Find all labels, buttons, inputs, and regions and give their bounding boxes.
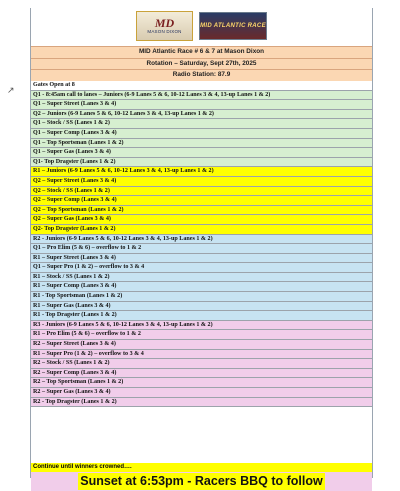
schedule-row: R1 – Super Pro (1 & 2) – overflow to 3 & 4 [31,350,372,360]
schedule-row: R2 – Super Street (Lanes 3 & 4) [31,340,372,350]
event-title: MID Atlantic Race # 6 & 7 at Mason Dixon [31,46,372,58]
schedule-row: R1 – Juniors (6-9 Lanes 5 & 6, 10-12 Lanes 3 & 4, 13-up Lanes 1 & 2) [31,167,372,177]
schedule-row: Gates Open at 8 [31,81,372,91]
logo-left-small: MASON DIXON [147,29,182,34]
logo-left-big: MD [154,16,175,30]
schedule-row: R1 – Stock / SS (Lanes 1 & 2) [31,273,372,283]
schedule-row: Q1 – Super Street (Lanes 3 & 4) [31,100,372,110]
mason-dixon-logo [136,11,193,41]
schedule-row: R2 – Top Sportsman (Lanes 1 & 2) [31,378,372,388]
logo-row [31,8,372,44]
schedule-row: R3 - Juniors (6-9 Lanes 5 & 6, 10-12 Lanes 3 & 4, 13-up Lanes 1 & 2) [31,321,372,331]
schedule-row: R2 – Super Comp (Lanes 3 & 4) [31,369,372,379]
schedule-row: Q2 – Juniors (6-9 Lanes 5 & 6, 10-12 Lanes 3 & 4, 13-up Lanes 1 & 2) [31,110,372,120]
schedule-row: R2 - Juniors (6-9 Lanes 5 & 6, 10-12 Lanes 3 & 4, 13-up Lanes 1 & 2) [31,235,372,245]
schedule-row: Q1 - 8:45am call to lanes – Juniors (6-9 Lanes 5 & 6, 10-12 Lanes 3 & 4, 13-up Lanes 1 & 2) [31,91,372,101]
sunset-banner [31,472,372,491]
radio-station: Radio Station: 87.9 [31,69,372,82]
schedule-row: Q1 – Super Pro (1 & 2) – overflow to 3 & 4 [31,263,372,273]
schedule-row: R2 – Stock / SS (Lanes 1 & 2) [31,359,372,369]
logo-right-text: MID ATLANTIC RACE [200,23,266,29]
schedule-row: Q1- Top Dragster (Lanes 1 & 2) [31,158,372,168]
schedule-row: Q1 – Super Comp (Lanes 3 & 4) [31,129,372,139]
schedule-row: R2 - Top Dragster (Lanes 1 & 2) [31,398,372,408]
schedule-row: Q2 – Super Street (Lanes 3 & 4) [31,177,372,187]
schedule-row: R1 – Super Street (Lanes 3 & 4) [31,254,372,264]
schedule-row: Q1 – Top Sportsman (Lanes 1 & 2) [31,139,372,149]
rotation-line: Rotation – Saturday, Sept 27th, 2025 [31,58,372,70]
schedule-row: R1 – Super Gas (Lanes 3 & 4) [31,302,372,312]
schedule-row: Q2 – Super Comp (Lanes 3 & 4) [31,196,372,206]
schedule-row: Q1 – Super Gas (Lanes 3 & 4) [31,148,372,158]
cursor-mark-icon: ↗ [7,86,15,96]
schedule-row: R2 – Super Gas (Lanes 3 & 4) [31,388,372,398]
schedule-row: Q2- Top Dragster (Lanes 1 & 2) [31,225,372,235]
schedule-row: R1 – Super Comp (Lanes 3 & 4) [31,282,372,292]
schedule-row: R1 - Top Dragster (Lanes 1 & 2) [31,311,372,321]
schedule-sheet [30,8,373,488]
schedule-row: Q2 – Stock / SS (Lanes 1 & 2) [31,187,372,197]
schedule-row: Q1 – Pro Elim (5 & 6) – overflow to 1 & 2 [31,244,372,254]
schedule-row: Q1 – Stock / SS (Lanes 1 & 2) [31,119,372,129]
mid-atlantic-logo [199,12,267,40]
sunset-text: Sunset at 6:53pm - Racers BBQ to follow [80,474,323,488]
schedule-header [31,46,372,82]
schedule-row: Q2 – Top Sportsman (Lanes 1 & 2) [31,206,372,216]
schedule-row: Q2 – Super Gas (Lanes 3 & 4) [31,215,372,225]
continue-note: Continue until winners crowned…. [31,463,372,472]
rotation-list [31,81,372,407]
schedule-row: R1 – Pro Elim (5 & 6) – overflow to 1 & 2 [31,330,372,340]
schedule-row: R1 - Top Sportsman (Lanes 1 & 2) [31,292,372,302]
